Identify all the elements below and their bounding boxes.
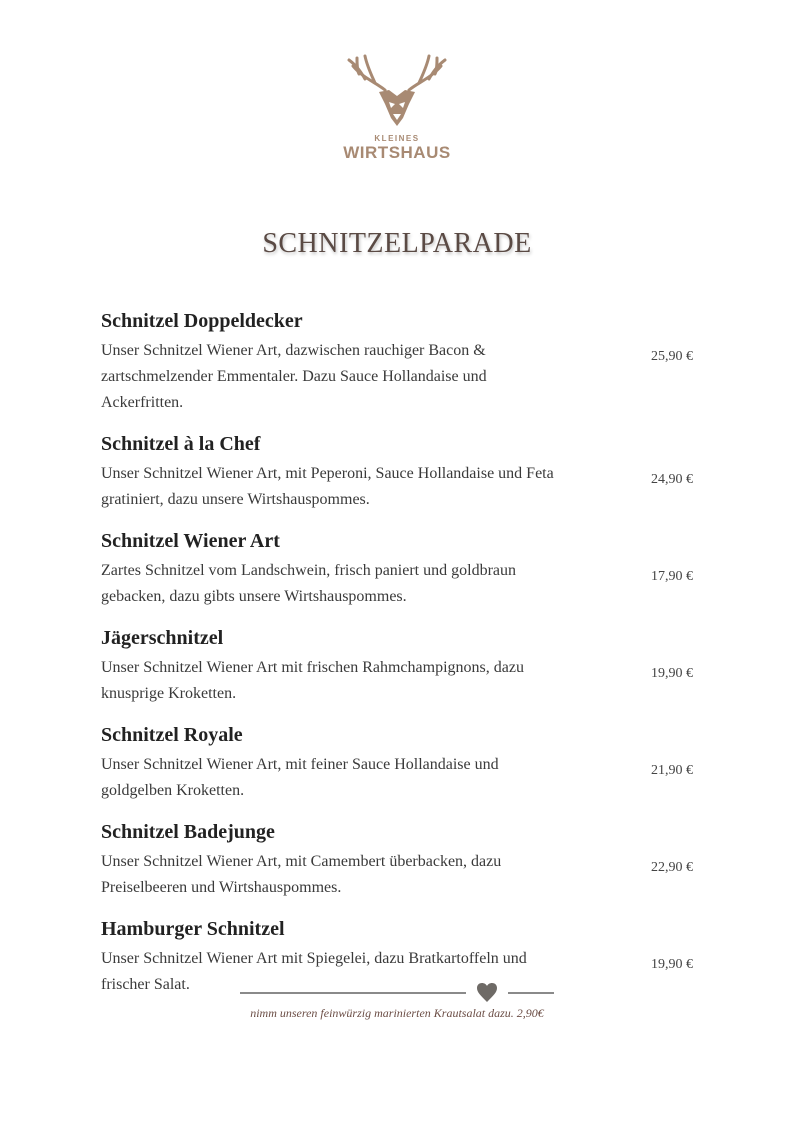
- heart-divider: [240, 982, 554, 1004]
- menu-item-price: 22,90 €: [651, 860, 693, 875]
- menu-item-name: Schnitzel Badejunge: [101, 821, 275, 843]
- menu-item-name: Schnitzel Wiener Art: [101, 530, 280, 552]
- menu-list: [101, 307, 695, 1012]
- menu-item-price: 25,90 €: [651, 349, 693, 364]
- logo-kleines: KLEINES: [374, 134, 420, 143]
- menu-item: [101, 527, 695, 610]
- menu-item-description: Unser Schnitzel Wiener Art, dazwischen rauchiger Bacon & zartschmelzender Emmentaler. Dazu Sauce Hollandaise und Ackerfritten.: [101, 342, 487, 411]
- menu-item-description: Unser Schnitzel Wiener Art, mit Peperoni, Sauce Hollandaise und Feta gratiniert, dazu unsere Wirtshauspommes.: [101, 465, 554, 508]
- menu-item-description: Unser Schnitzel Wiener Art, mit feiner Sauce Hollandaise und goldgelben Kroketten.: [101, 756, 499, 799]
- logo: [331, 52, 463, 163]
- menu-item-description: Unser Schnitzel Wiener Art, mit Camembert überbacken, dazu Preiselbeeren und Wirtshauspommes.: [101, 853, 502, 896]
- menu-item-name: Schnitzel à la Chef: [101, 433, 261, 455]
- menu-item-price: 19,90 €: [651, 957, 693, 972]
- menu-item-name: Schnitzel Doppeldecker: [101, 310, 303, 332]
- menu-item: [101, 307, 695, 416]
- menu-item: [101, 818, 695, 901]
- menu-item-name: Hamburger Schnitzel: [101, 918, 285, 940]
- heart-icon: [476, 982, 498, 1004]
- menu-item-price: 19,90 €: [651, 666, 693, 681]
- footer-note: nimm unseren feinwürzig marinierten Krautsalat dazu. 2,90€: [250, 1006, 544, 1020]
- menu-item: [101, 430, 695, 513]
- menu-item: [101, 624, 695, 707]
- logo-wirtshaus: WIRTSHAUS: [343, 143, 451, 162]
- page-title: SCHNITZELPARADE: [262, 228, 532, 259]
- menu-item-price: 21,90 €: [651, 763, 693, 778]
- menu-item-description: Unser Schnitzel Wiener Art mit frischen Rahmchampignons, dazu knusprige Kroketten.: [101, 659, 524, 702]
- menu-item: [101, 721, 695, 804]
- menu-item-description: Zartes Schnitzel vom Landschwein, frisch paniert und goldbraun gebacken, dazu gibts unsere Wirtshauspommes.: [101, 562, 516, 605]
- divider-line-left: [240, 992, 466, 994]
- deer-head-icon: [345, 52, 449, 130]
- menu-item-name: Jägerschnitzel: [101, 627, 224, 649]
- menu-item-description: Unser Schnitzel Wiener Art mit Spiegelei, dazu Bratkartoffeln und frischer Salat.: [101, 950, 527, 993]
- menu-item-price: 17,90 €: [651, 569, 693, 584]
- menu-item-price: 24,90 €: [651, 472, 693, 487]
- divider-line-right: [508, 992, 554, 994]
- menu-item-name: Schnitzel Royale: [101, 724, 243, 746]
